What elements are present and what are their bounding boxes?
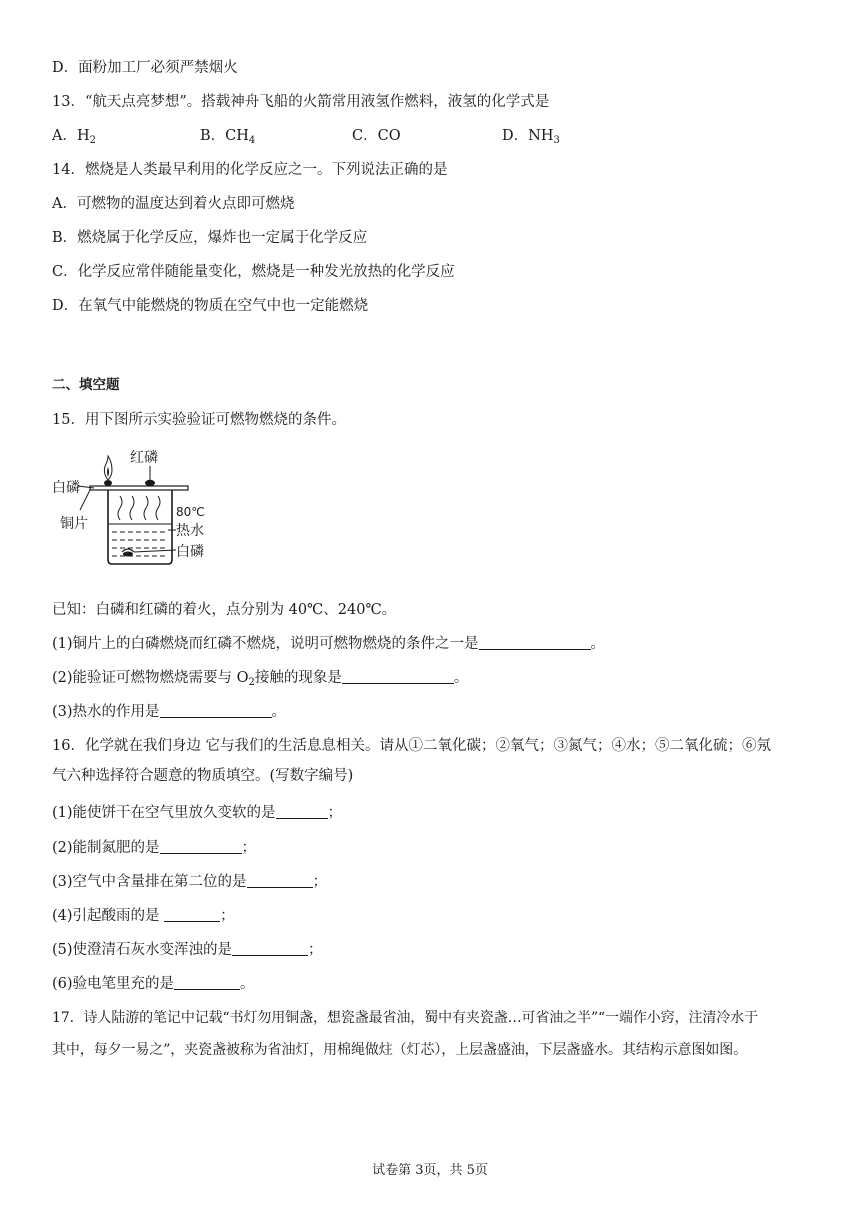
q14-stem: 14．燃烧是人类最早利用的化学反应之一。下列说法正确的是: [52, 162, 448, 178]
q17-line1: 17．诗人陆游的笔记中记载“书灯勿用铜盏，想瓷盏最省油，蜀中有夹瓷盏…可省油之半”“一端作小窍，注清冷水于: [52, 1010, 758, 1026]
q13-option-c: C．CO: [352, 128, 401, 144]
q14-option-b: B．燃烧属于化学反应，爆炸也一定属于化学反应: [52, 230, 368, 246]
q13-option-a: A．$H_2$: [52, 128, 96, 146]
label-copper-plate: 铜片: [60, 516, 88, 532]
answer-blank[interactable]: [276, 804, 328, 819]
q13-stem: 13．“航天点亮梦想”。搭载神舟飞船的火箭常用液氢作燃料，液氢的化学式是: [52, 94, 550, 110]
q12-option-d: D．面粉加工厂必须严禁烟火: [52, 60, 238, 76]
q15-part3: (3)热水的作用是 。: [52, 704, 287, 720]
q15-part1: (1)铜片上的白磷燃烧而红磷不燃烧，说明可燃物燃烧的条件之一是 。: [52, 636, 606, 652]
section-title: 二、填空题: [52, 377, 120, 393]
answer-blank[interactable]: [479, 635, 591, 650]
q16-part4: (4)引起酸雨的是 ；: [52, 908, 235, 924]
q15-stem: 15．用下图所示实验验证可燃物燃烧的条件。: [52, 412, 346, 428]
q16-part6: (6)验电笔里充的是 。: [52, 976, 255, 992]
q16-part5: (5)使澄清石灰水变浑浊的是 ；: [52, 942, 323, 958]
answer-blank[interactable]: [164, 907, 220, 922]
experiment-figure: [50, 444, 230, 574]
q14-option-c: C．化学反应常伴随能量变化，燃烧是一种发光放热的化学反应: [52, 264, 455, 280]
q15-part2: (2)能验证可燃物燃烧需要与 $O_2$接触的现象是 。: [52, 670, 469, 688]
q13-option-d: D．$NH_3$: [502, 128, 560, 146]
q16-part1: (1)能使饼干在空气里放久变软的是 ；: [52, 805, 343, 821]
answer-blank[interactable]: [342, 669, 454, 684]
q14-option-d: D．在氧气中能燃烧的物质在空气中也一定能燃烧: [52, 298, 369, 314]
answer-blank[interactable]: [247, 873, 313, 888]
q17-line2: 其中，每夕一易之”，夹瓷盏被称为省油灯，用棉绳做炷（灯芯），上层盏盛油，下层盏盛水。其结构示意图如图。: [52, 1042, 748, 1058]
answer-blank[interactable]: [174, 975, 240, 990]
q14-option-a: A．可燃物的温度达到着火点即可燃烧: [52, 196, 295, 212]
page-footer: 试卷第 3页，共 5页: [372, 1163, 488, 1178]
answer-blank[interactable]: [160, 839, 242, 854]
q16-stem-line2: 气六种选择符合题意的物质填空。(写数字编号): [52, 768, 354, 784]
label-hot-water: 热水: [176, 523, 204, 539]
answer-blank[interactable]: [232, 941, 308, 956]
label-white-phosphorus-bottom: 白磷: [176, 544, 204, 560]
label-white-phosphorus-top: 白磷: [52, 480, 80, 496]
q13-option-b: B．$CH_4$: [200, 128, 256, 146]
answer-blank[interactable]: [160, 703, 272, 718]
q15-known: 已知：白磷和红磷的着火，点分别为 40℃、240℃。: [52, 602, 397, 618]
q16-stem-line1: 16．化学就在我们身边 它与我们的生活息息相关。请从①二氧化碳；②氧气；③氮气；④水；⑤二氧化硫；⑥氖: [52, 738, 772, 754]
q16-part2: (2)能制氮肥的是 ；: [52, 840, 257, 856]
q16-part3: (3)空气中含量排在第二位的是 ；: [52, 874, 328, 890]
label-temperature: 80℃: [176, 505, 205, 519]
label-red-phosphorus: 红磷: [130, 450, 158, 466]
